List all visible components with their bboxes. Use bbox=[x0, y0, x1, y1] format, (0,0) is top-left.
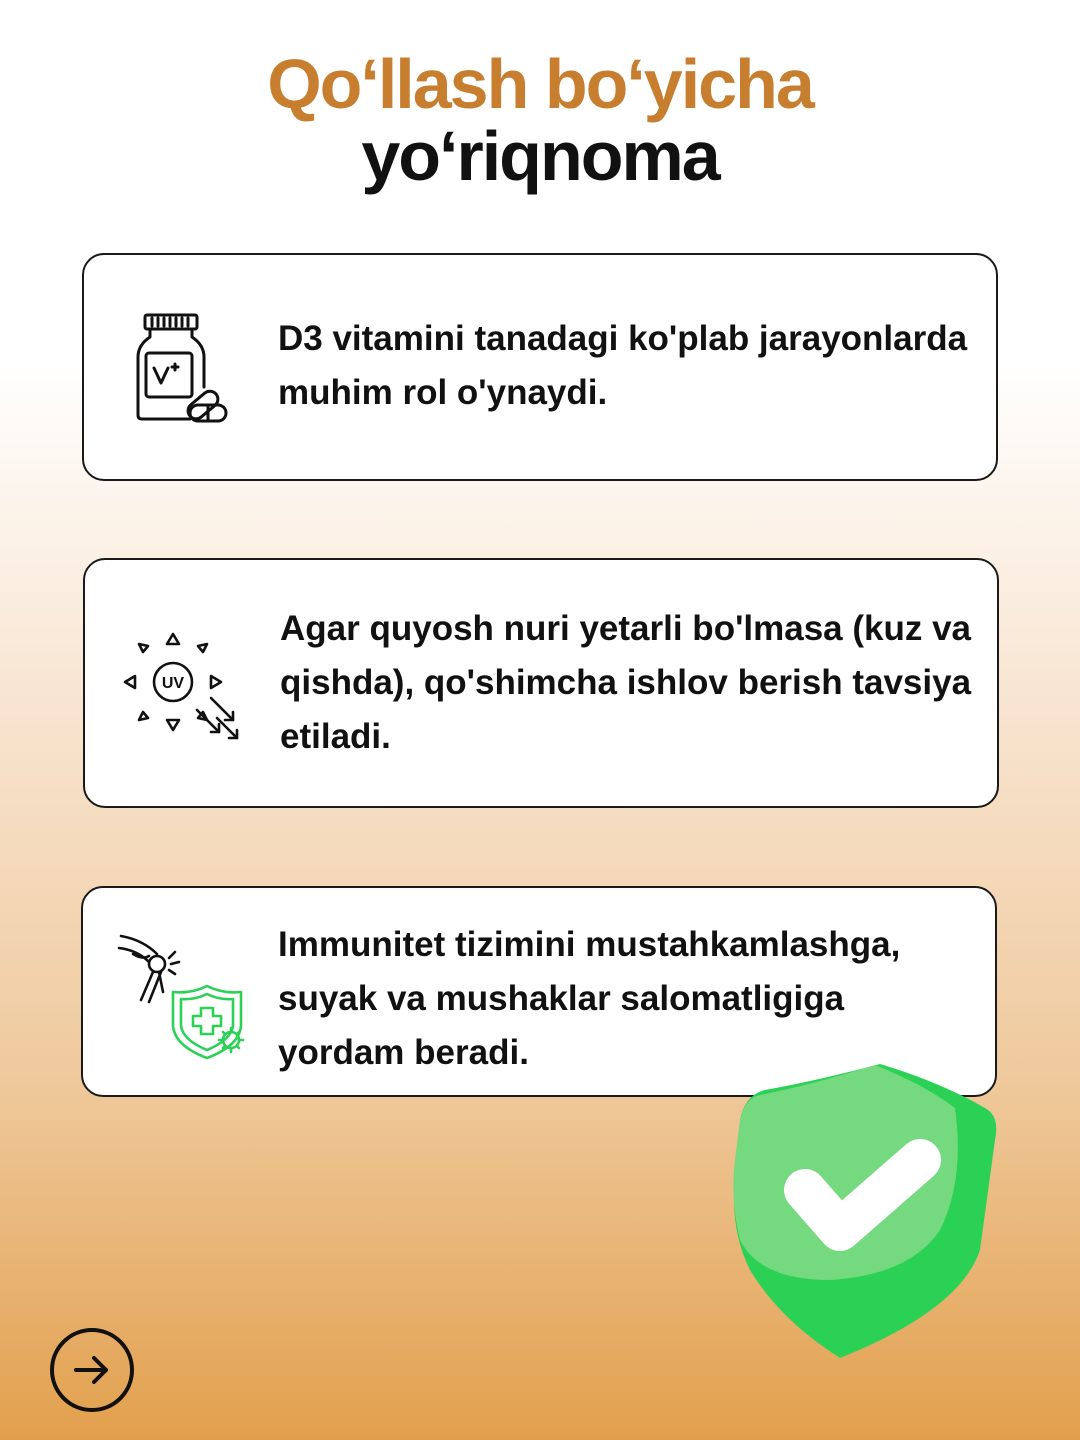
uv-label: UV bbox=[161, 675, 185, 692]
info-card-vitamin bbox=[82, 253, 998, 481]
next-button[interactable] bbox=[50, 1328, 134, 1412]
uv-sun-icon bbox=[121, 622, 251, 752]
title-line-2: yo‘riqnoma bbox=[361, 117, 719, 195]
page-title bbox=[0, 45, 1080, 195]
card-text-vitamin: D3 vitamini tanadagi ko'plab jarayonlarda muhim rol o'ynaydi. bbox=[278, 319, 968, 412]
card-text-uv: Agar quyosh nuri yetarli bo'lmasa (kuz va qishda), qo'shimcha ishlov berish tavsiya etiladi. bbox=[280, 609, 972, 756]
card-text-immunity: Immunitet tizimini mustahkamlashga, suyak va mushaklar salomatligiga yordam beradi. bbox=[278, 925, 901, 1072]
arrow-right-icon bbox=[68, 1346, 116, 1394]
green-shield-check-icon bbox=[720, 1060, 1010, 1370]
title-line-1: Qo‘llash bo‘yicha bbox=[267, 45, 813, 123]
joint-immunity-shield-icon bbox=[113, 928, 243, 1058]
info-card-uv bbox=[83, 558, 999, 808]
vitamin-bottle-icon bbox=[128, 305, 258, 435]
